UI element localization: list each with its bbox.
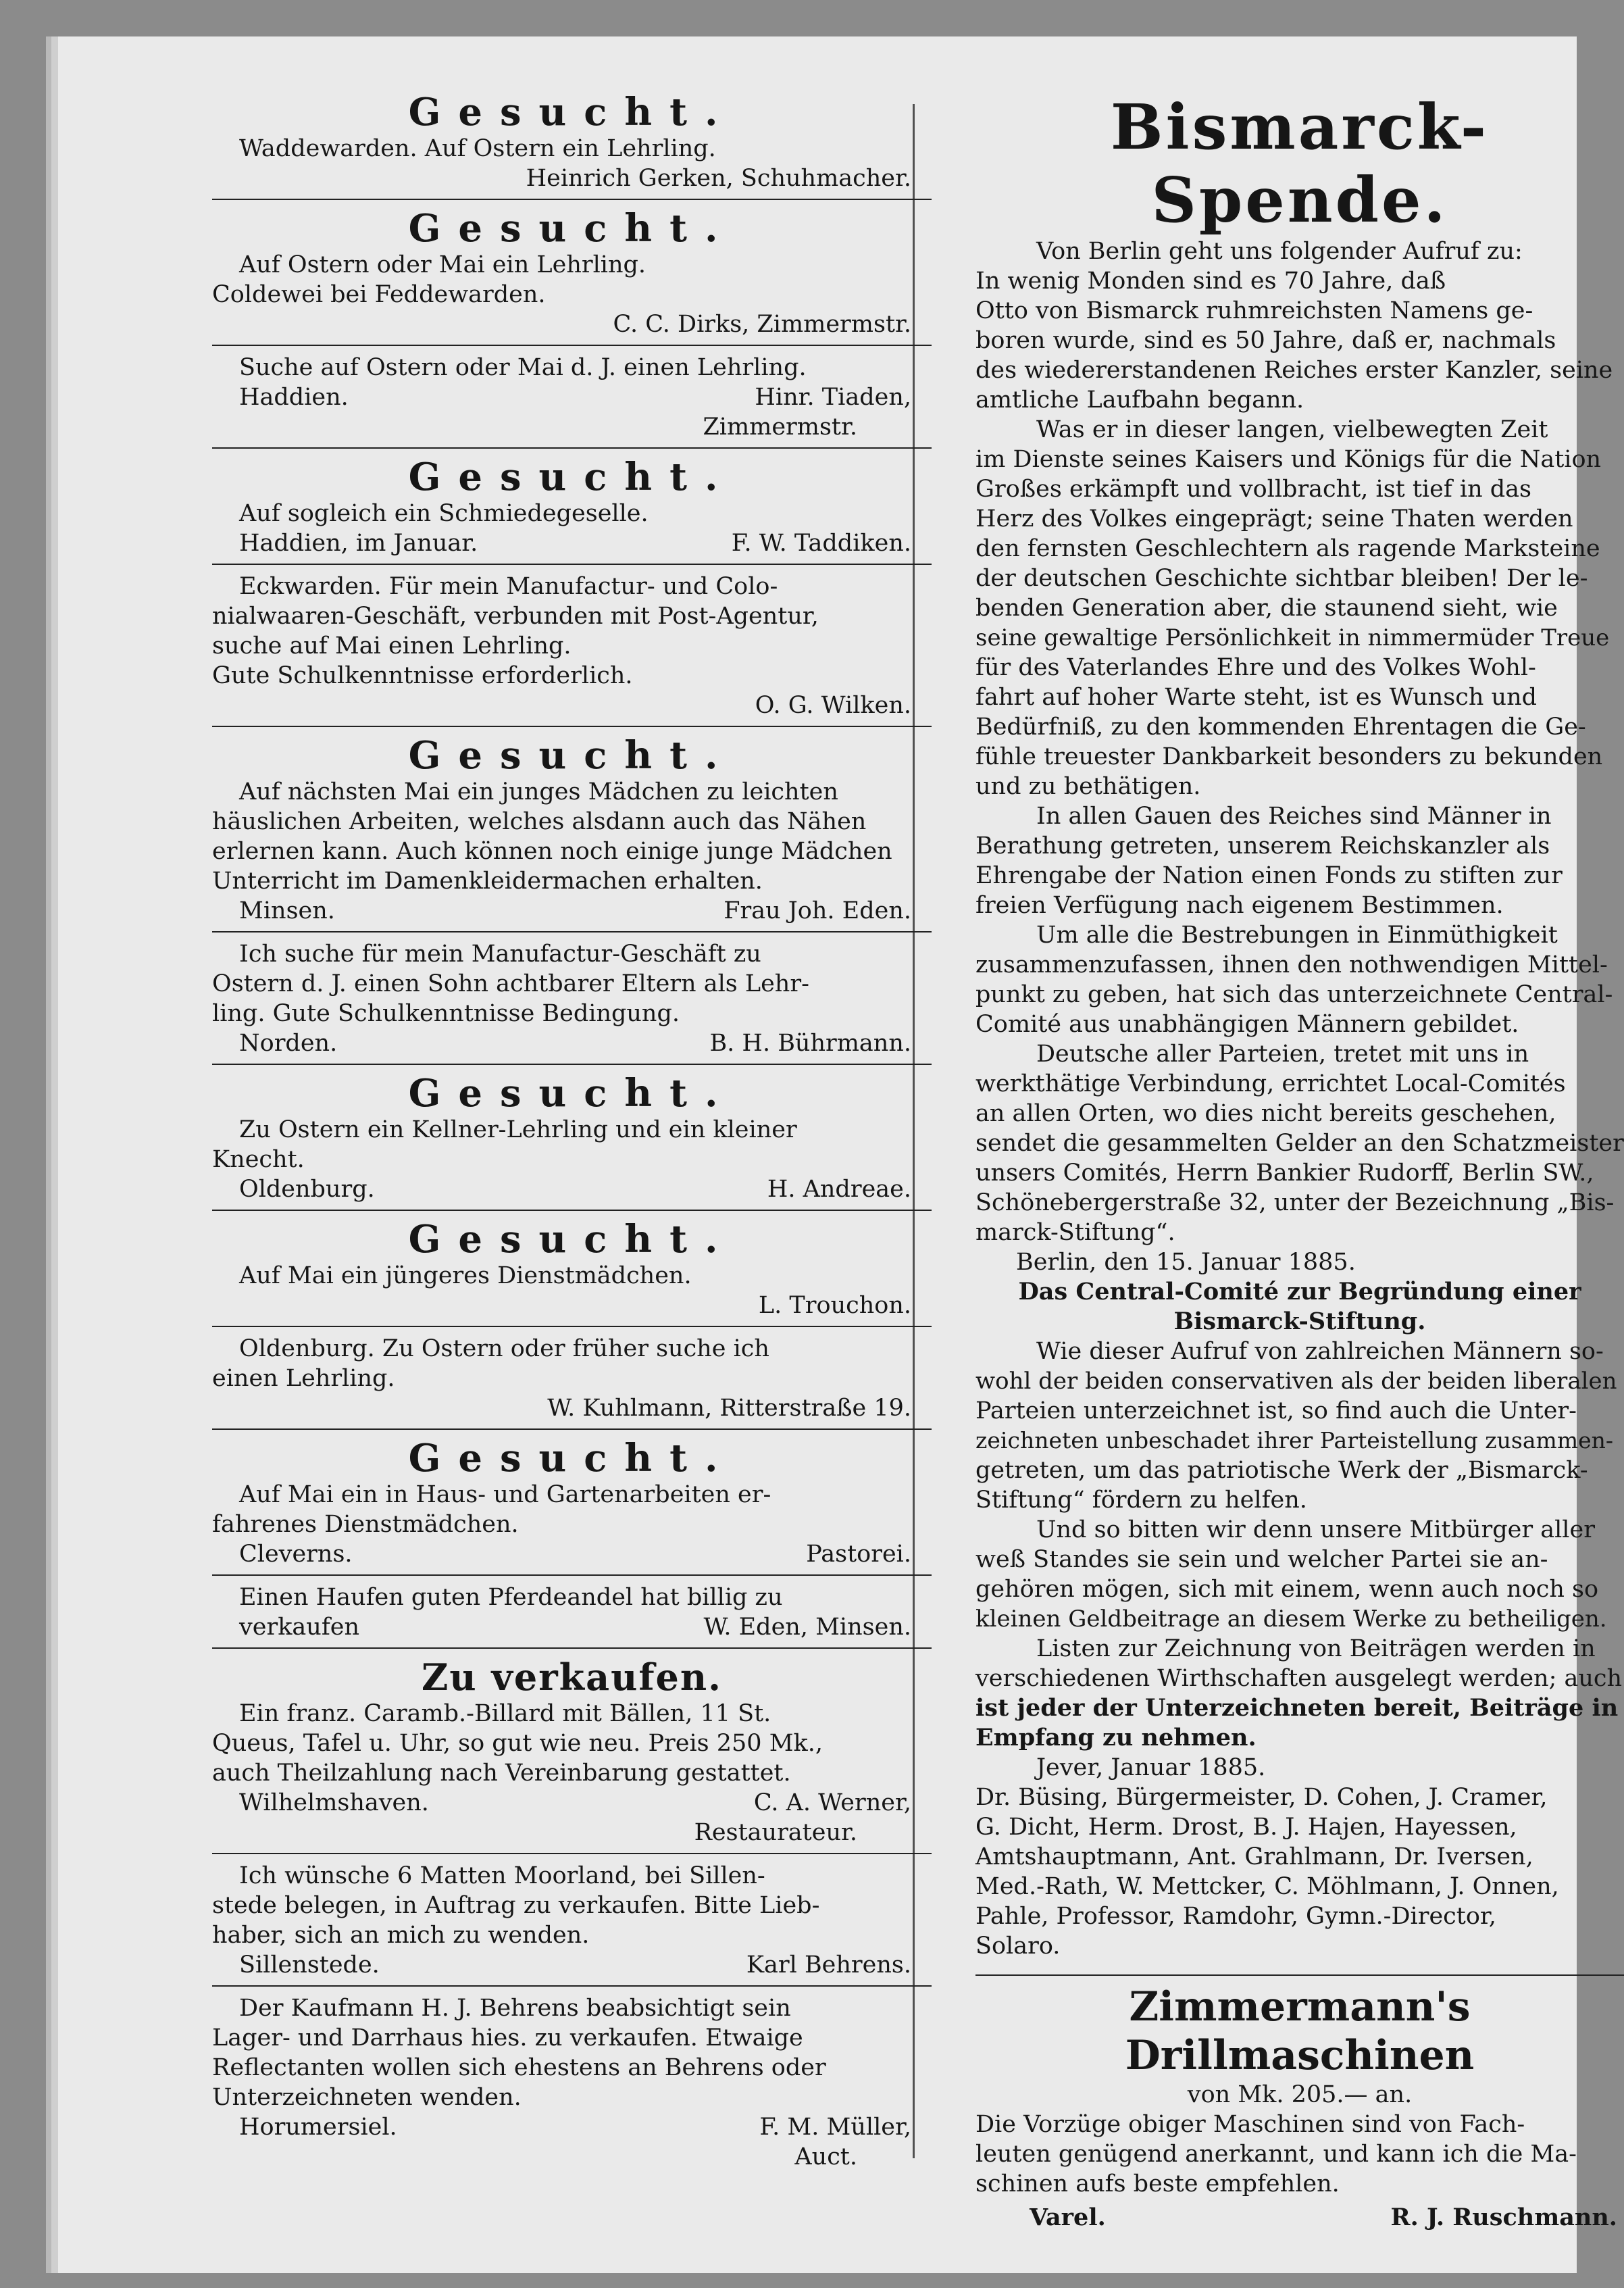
rule — [212, 1647, 932, 1649]
text-line: des wiedererstandenen Reiches erster Kanzler, seine — [975, 357, 1613, 384]
text-line: punkt zu geben, hat sich das unterzeichnete Central- — [975, 981, 1613, 1008]
ad-heading: Gesucht. — [408, 733, 736, 778]
text-line: Von Berlin geht uns folgender Aufruf zu: — [1036, 238, 1523, 265]
ad-text-line: erlernen kann. Auch können noch einige junge Mädchen — [212, 838, 892, 865]
ad-signature-row — [212, 1174, 932, 1204]
ad-signature-title: Restaurateur. — [694, 1819, 857, 1846]
ad-text-line: fahrenes Dienstmädchen. — [212, 1511, 519, 1538]
classified-ad — [212, 207, 932, 339]
ad-signature-row — [212, 1393, 932, 1423]
text-line: Ehrengabe der Nation einen Fonds zu stiften zur — [975, 862, 1563, 889]
text-line: Und so bitten wir denn unsere Mitbürger aller — [1036, 1516, 1595, 1543]
ad-text-line: Gute Schulkenntnisse erforderlich. — [212, 662, 633, 689]
text-line: Empfang zu nehmen. — [975, 1724, 1257, 1751]
dateline-jever: Jever, Januar 1885. — [1036, 1754, 1266, 1781]
ad-text-line: ling. Gute Schulkenntnisse Bedingung. — [212, 1000, 680, 1027]
ad-text-line: Lager- und Darrhaus hies. zu verkaufen. Etwaige — [212, 2024, 803, 2051]
text-line: Deutsche aller Parteien, tretet mit uns in — [1036, 1041, 1529, 1068]
text-line: Die Vorzüge obiger Maschinen sind von Fach- — [975, 2111, 1525, 2138]
rule — [975, 1974, 1624, 1976]
ad-place: Sillenstede. — [239, 1951, 380, 1979]
classified-ad — [212, 353, 932, 442]
classified-ad — [212, 1993, 932, 2172]
text-line: Bedürfniß, zu den kommenden Ehrentagen die Ge- — [975, 714, 1586, 741]
ad-text-line: Einen Haufen guten Pferdeandel hat billig zu — [239, 1584, 783, 1611]
newspaper-page — [58, 36, 1624, 2273]
rule — [212, 1574, 932, 1576]
drill-ad-text — [975, 2110, 1624, 2199]
ad-text-line: Reflectanten wollen sich ehestens an Behrens oder — [212, 2054, 826, 2081]
ad-text-line: Queus, Tafel u. Uhr, so gut wie neu. Preis 250 Mk., — [212, 1730, 823, 1757]
ad-place: Horumersiel. — [239, 2114, 397, 2141]
rule — [212, 1853, 932, 1854]
ad-signature-row — [212, 896, 932, 926]
ad-heading: Gesucht. — [408, 1217, 736, 1262]
text-line: zusammenzufassen, ihnen den nothwendigen Mittel- — [975, 951, 1608, 978]
text-line: gehören mögen, sich mit einem, wenn auch noch so — [975, 1576, 1599, 1603]
text-line: unsers Comités, Herrn Bankier Rudorff, Berlin SW., — [975, 1160, 1594, 1187]
classified-ad — [212, 1437, 932, 1569]
drill-ad-title: Zimmermann's Drillmaschinen — [1125, 1983, 1475, 2079]
text-line: fahrt auf hoher Warte steht, ist es Wunsch und — [975, 684, 1538, 711]
text-line: boren wurde, sind es 50 Jahre, daß er, nachmals — [975, 327, 1556, 354]
ad-text-line: Auf sogleich ein Schmiedegeselle. — [239, 500, 649, 527]
ad-place: Haddien. — [239, 384, 349, 411]
ad-signature-row — [212, 691, 932, 720]
text-line: amtliche Laufbahn begann. — [975, 387, 1304, 414]
text-line: Comité aus unabhängigen Männern gebildet. — [975, 1011, 1519, 1038]
ad-signature-title: Zimmermstr. — [703, 414, 857, 441]
ad-signature-row — [212, 1028, 932, 1058]
text-line: Was er in dieser langen, vielbewegten Zeit — [1036, 416, 1548, 443]
bismarck-title: Bismarck-Spende. — [1110, 91, 1490, 237]
text-line: zeichneten unbeschadet ihrer Parteistellung zusammen- — [975, 1427, 1614, 1453]
text-line: G. Dicht, Herm. Drost, B. J. Hajen, Hayessen, — [975, 1814, 1517, 1841]
ad-signature: Hinr. Tiaden, — [755, 384, 911, 411]
text-line: und zu bethätigen. — [975, 773, 1201, 800]
ad-place: verkaufen — [239, 1614, 360, 1641]
right-column — [975, 91, 1624, 2233]
signers-list — [975, 1783, 1624, 1961]
text-line: verschiedenen Wirthschaften ausgelegt werden; auch — [975, 1665, 1623, 1692]
ad-signature: W. Eden, Minsen. — [703, 1614, 911, 1641]
text-line: fühle treuester Dankbarkeit besonders zu bekunden — [975, 743, 1603, 770]
classified-ad — [212, 1656, 932, 1847]
ad-place: Norden. — [239, 1030, 338, 1057]
text-line: werkthätige Verbindung, errichtet Local-Comités — [975, 1070, 1566, 1097]
classified-ad — [212, 1072, 932, 1204]
ad-signature-row — [212, 1539, 932, 1569]
ad-place: Minsen. — [239, 897, 335, 924]
text-line: der deutschen Geschichte sichtbar bleiben! Der le- — [975, 565, 1588, 592]
text-line: Solaro. — [975, 1933, 1061, 1960]
ad-signature: F. M. Müller, — [759, 2114, 911, 2141]
text-line: Wie dieser Aufruf von zahlreichen Männern so- — [1036, 1338, 1604, 1365]
text-line: In allen Gauen des Reiches sind Männer in — [1036, 803, 1552, 830]
ad-text-line: Auf Mai ein in Haus- und Gartenarbeiten er- — [239, 1481, 771, 1508]
rule — [212, 199, 932, 200]
classified-ad — [212, 91, 932, 193]
bold-notice — [975, 1693, 1624, 1753]
text-line: Berathung getreten, unserem Reichskanzler als — [975, 832, 1550, 860]
ad-text-line: Zu Ostern ein Kellner-Lehrling und ein kleiner — [239, 1116, 797, 1143]
ad-signature-row — [212, 528, 932, 558]
ad-text-line: Auf Ostern oder Mai ein Lehrling. — [239, 251, 646, 278]
ad-signature: C. A. Werner, — [753, 1789, 911, 1816]
ad-text-line: suche auf Mai einen Lehrling. — [212, 632, 572, 660]
committee-line: Bismarck-Stiftung. — [1173, 1308, 1426, 1335]
rule — [212, 1064, 932, 1065]
ad-heading: Gesucht. — [408, 1071, 736, 1116]
ad-signature-row — [212, 164, 932, 193]
text-line: ist jeder der Unterzeichneten bereit, Beiträge in — [975, 1694, 1619, 1722]
ad-text-line: Ich wünsche 6 Matten Moorland, bei Sillen- — [239, 1862, 765, 1889]
ad-place: Oldenburg. — [239, 1176, 375, 1203]
classified-ad — [212, 572, 932, 720]
text-line: Großes erkämpft und vollbracht, ist tief in das — [975, 476, 1531, 503]
ad-text-line: Coldewei bei Feddewarden. — [212, 281, 546, 308]
text-line: weß Standes sie sein und welcher Partei sie an- — [975, 1546, 1548, 1573]
text-line: Dr. Büsing, Bürgermeister, D. Cohen, J. Cramer, — [975, 1784, 1548, 1811]
ad-signature: Karl Behrens. — [746, 1951, 911, 1979]
left-column — [212, 91, 932, 2172]
ad-signature: L. Trouchon. — [758, 1292, 911, 1319]
ad-text-line: nialwaaren-Geschäft, verbunden mit Post-Agentur, — [212, 603, 819, 630]
ad-signature-title: Auct. — [794, 2143, 857, 2170]
ad-signature: Frau Joh. Eden. — [724, 897, 911, 924]
drill-ad-signature-row — [975, 2199, 1624, 2233]
ad-text-line: Eckwarden. Für mein Manufactur- und Colo- — [239, 573, 778, 600]
ad-signature-row — [212, 1291, 932, 1320]
text-line: schinen aufs beste empfehlen. — [975, 2170, 1340, 2197]
ad-text-line: Ich suche für mein Manufactur-Geschäft zu — [239, 941, 761, 968]
ad-heading: Zu verkaufen. — [422, 1656, 722, 1699]
text-line: den fernsten Geschlechtern als ragende Marksteine — [975, 535, 1600, 562]
rule — [212, 447, 932, 449]
ad-signature: Heinrich Gerken, Schuhmacher. — [526, 165, 911, 192]
drill-ad-price: von Mk. 205.— an. — [1187, 2081, 1413, 2108]
local-appeal-text — [975, 1337, 1624, 1693]
rule — [212, 1326, 932, 1327]
text-line: Um alle die Bestrebungen in Einmüthigkeit — [1036, 922, 1558, 949]
classified-ad — [212, 455, 932, 558]
text-line: wohl der beiden conservativen als der beiden liberalen — [975, 1368, 1617, 1395]
ad-text-line: einen Lehrling. — [212, 1365, 395, 1392]
text-line: marck-Stiftung“. — [975, 1219, 1175, 1246]
classified-ad — [212, 734, 932, 926]
ad-signature: Pastorei. — [806, 1541, 911, 1568]
ad-signature: B. H. Bührmann. — [709, 1030, 911, 1057]
classified-ad — [212, 939, 932, 1058]
ad-text-line: Oldenburg. Zu Ostern oder früher suche ich — [239, 1335, 769, 1362]
text-line: getreten, um das patriotische Werk der „Bismarck- — [975, 1457, 1588, 1484]
ad-text-line: häuslichen Arbeiten, welches alsdann auch das Nähen — [212, 808, 867, 835]
ad-heading: Gesucht. — [408, 206, 736, 251]
ad-text-line: auch Theilzahlung nach Vereinbarung gestattet. — [212, 1760, 791, 1787]
text-line: an allen Orten, wo dies nicht bereits geschehen, — [975, 1100, 1556, 1127]
drill-ad-signature: R. J. Ruschmann. — [1390, 2204, 1617, 2231]
text-line: Pahle, Professor, Ramdohr, Gymn.-Director, — [975, 1903, 1496, 1930]
text-line: für des Vaterlandes Ehre und des Volkes Wohl- — [975, 654, 1536, 681]
text-line: Herz des Volkes eingeprägt; seine Thaten werden — [975, 505, 1573, 532]
rule — [212, 564, 932, 565]
ad-signature-row — [212, 309, 932, 339]
ad-text-line: Knecht. — [212, 1146, 305, 1173]
rule — [212, 1428, 932, 1430]
classified-ad — [212, 1218, 932, 1320]
rule — [212, 1985, 932, 1987]
text-line: Amtshauptmann, Ant. Grahlmann, Dr. Iversen, — [975, 1843, 1533, 1870]
committee-line: Das Central-Comité zur Begründung einer — [1018, 1278, 1581, 1305]
ad-place: Cleverns. — [239, 1541, 353, 1568]
rule — [212, 1210, 932, 1211]
ad-text-line: Auf nächsten Mai ein junges Mädchen zu leichten — [239, 778, 838, 805]
text-line: freien Verfügung nach eigenem Bestimmen. — [975, 892, 1504, 919]
drill-ad-place: Varel. — [1030, 2204, 1106, 2231]
ad-text-line: Auf Mai ein jüngeres Dienstmädchen. — [239, 1262, 692, 1289]
text-line: Schönebergerstraße 32, unter der Bezeichnung „Bis- — [975, 1189, 1615, 1216]
ad-signature: H. Andreae. — [767, 1176, 911, 1203]
text-line: seine gewaltige Persönlichkeit in nimmermüder Treue — [975, 624, 1610, 651]
ad-text-line: Suche auf Ostern oder Mai d. J. einen Lehrling. — [239, 354, 807, 381]
ad-text-line: Ostern d. J. einen Sohn achtbarer Eltern als Lehr- — [212, 970, 809, 997]
appeal-text — [975, 237, 1624, 1247]
ad-heading: Gesucht. — [408, 1436, 736, 1481]
text-line: Listen zur Zeichnung von Beiträgen werden in — [1036, 1635, 1596, 1662]
ad-signature: W. Kuhlmann, Ritterstraße 19. — [547, 1395, 911, 1422]
ad-signature-row — [212, 1612, 932, 1642]
text-line: leuten genügend anerkannt, und kann ich die Ma- — [975, 2141, 1577, 2168]
ad-heading: Gesucht. — [408, 455, 736, 499]
ad-text-line: Unterricht im Damenkleidermachen erhalten. — [212, 868, 763, 895]
ad-text-line: Ein franz. Caramb.-Billard mit Bällen, 11 St. — [239, 1700, 771, 1727]
ad-text-line: stede belegen, in Auftrag zu verkaufen. Bitte Lieb- — [212, 1892, 820, 1919]
ad-text-line: Der Kaufmann H. J. Behrens beabsichtigt sein — [239, 1995, 791, 2022]
rule — [212, 726, 932, 727]
ad-signature: F. W. Taddiken. — [731, 530, 911, 557]
ad-signature-row — [212, 1788, 932, 1818]
dateline: Berlin, den 15. Januar 1885. — [1016, 1249, 1356, 1276]
text-line: im Dienste seines Kaisers und Königs für die Nation — [975, 446, 1602, 473]
text-line: sendet die gesammelten Gelder an den Schatzmeister — [975, 1130, 1624, 1157]
rule — [212, 345, 932, 346]
classified-ad — [212, 1583, 932, 1642]
text-line: Parteien unterzeichnet ist, so find auch die Unter- — [975, 1397, 1577, 1424]
ad-signature-row — [212, 2112, 932, 2142]
ad-place: Haddien, im Januar. — [239, 530, 478, 557]
ad-place: Wilhelmshaven. — [239, 1789, 429, 1816]
ad-heading: Gesucht. — [408, 90, 736, 134]
text-line: benden Generation aber, die staunend sieht, wie — [975, 595, 1558, 622]
ad-signature-row — [212, 382, 932, 412]
ad-text-line: Unterzeichneten wenden. — [212, 2084, 522, 2111]
ad-signature-row — [212, 1950, 932, 1980]
ad-text-line: Waddewarden. Auf Ostern ein Lehrling. — [239, 135, 716, 162]
ad-text-line: haber, sich an mich zu wenden. — [212, 1922, 590, 1949]
ad-signature: C. C. Dirks, Zimmermstr. — [613, 311, 911, 338]
classified-ad — [212, 1334, 932, 1423]
text-line: Otto von Bismarck ruhmreichsten Namens ge- — [975, 297, 1533, 324]
ad-signature: O. G. Wilken. — [755, 692, 911, 719]
text-line: kleinen Geldbeitrage an diesem Werke zu betheiligen. — [975, 1606, 1607, 1633]
text-line: Med.-Rath, W. Mettcker, C. Möhlmann, J. Onnen, — [975, 1873, 1559, 1900]
rule — [212, 931, 932, 932]
text-line: Stiftung“ fördern zu helfen. — [975, 1487, 1307, 1514]
classified-ad — [212, 1861, 932, 1980]
text-line: In wenig Monden sind es 70 Jahre, daß — [975, 268, 1446, 295]
